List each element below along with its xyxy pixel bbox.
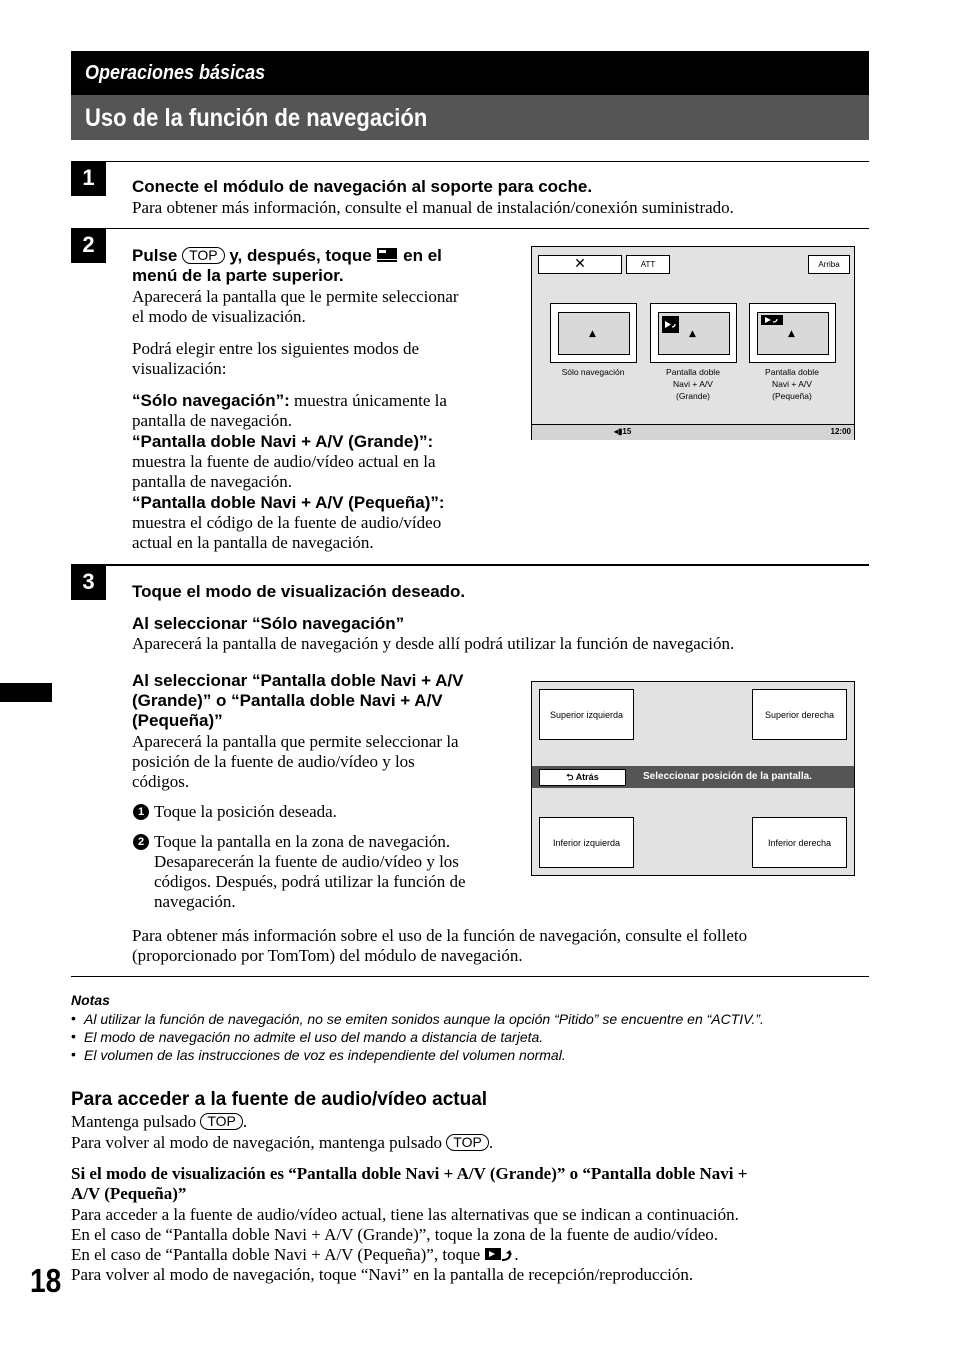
sidebar-tab-marker	[0, 683, 52, 702]
tile-doble-pequena[interactable]	[749, 303, 836, 363]
step2-body2-line1: Podrá elegir entre los siguientes modos de	[132, 339, 420, 358]
av-body: Para acceder a la fuente de audio/vídeo actual, tiene las alternativas que se indican a continuación. En el caso de “Pantalla doble Navi + A/V (Grande)”, toque la zona de la fuente de audio/vídeo. En el caso de “Pantalla doble Navi + A/V (Pequeña)”, toque . Para volver al modo de navegación, toque “Navi” en la pantalla de recepción/reproducción.	[71, 1205, 739, 1284]
step3-number: 3	[71, 565, 106, 600]
mode1-desc-line2: pantalla de navegación.	[132, 411, 293, 430]
navi-icon	[376, 247, 398, 263]
back-arrow-icon: ⮌	[566, 772, 574, 782]
mode2-desc-line2: pantalla de navegación.	[132, 472, 293, 491]
item1-text: Toque la posición deseada.	[154, 802, 337, 821]
av-sub-heading: Si el modo de visualización es “Pantalla doble Navi + A/V (Grande)” o “Pantalla doble Navi + A/V (Pequeña)”	[71, 1164, 748, 1203]
att-button[interactable]: ATT	[626, 255, 670, 274]
step2-body1-line2: el modo de visualización.	[132, 307, 306, 326]
mode2-desc-line1: muestra la fuente de audio/vídeo actual en la	[132, 452, 436, 471]
tile-label-grande: Pantalla doble Navi + A/V (Grande)	[666, 367, 720, 401]
step3-heading: Toque el modo de visualización deseado.	[132, 582, 466, 601]
av-section-heading: Para acceder a la fuente de audio/vídeo actual	[71, 1089, 488, 1110]
position-select-screen	[531, 681, 855, 876]
mode2-label: “Pantalla doble Navi + A/V (Grande)”:	[132, 432, 434, 451]
step1-number: 1	[71, 161, 106, 196]
note-2: El modo de navegación no admite el uso del mando a distancia de tarjeta.	[84, 1029, 544, 1045]
step2-heading-part2: y, después, toque	[229, 246, 372, 265]
item2-number-badge: 2	[133, 834, 149, 850]
tile-label-pequena: Pantalla doble Navi + A/V (Pequeña)	[765, 367, 819, 401]
av-source-small-icon	[484, 1246, 514, 1263]
back-button[interactable]: ⮌ Atrás	[539, 769, 626, 786]
mode3-desc-line1: muestra el código de la fuente de audio/vídeo	[132, 513, 442, 532]
arriba-button[interactable]: Arriba	[808, 255, 850, 274]
prompt-bar	[532, 766, 854, 788]
tile-doble-grande[interactable]	[650, 303, 737, 363]
note-3: El volumen de las instrucciones de voz es independiente del volumen normal.	[84, 1047, 566, 1063]
av-line1: Mantenga pulsado TOP .	[71, 1112, 248, 1131]
av-source-small-icon	[761, 315, 783, 325]
tile-solo-navegacion[interactable]	[550, 303, 637, 363]
mode2-entry	[132, 432, 522, 492]
step3-footer: Para obtener más información sobre el uso de la función de navegación, consulte el folleto (proporcionado por TomTom) del módulo de navegación.	[132, 926, 748, 965]
clock: 12:00	[830, 427, 851, 436]
superior-derecha-button[interactable]: Superior derecha	[752, 689, 847, 740]
superior-izquierda-button[interactable]: Superior izquierda	[539, 689, 634, 740]
top-key: TOP	[200, 1113, 243, 1130]
step3-sub1-heading: Al seleccionar “Sólo navegación”	[132, 614, 405, 633]
item2-text: Toque la pantalla en la zona de navegación. Desaparecerán la fuente de audio/vídeo y los códigos. Después, podrá utilizar la función de navegación.	[154, 832, 466, 911]
step2-divider	[71, 228, 869, 229]
step1-heading: Conecte el módulo de navegación al soporte para coche.	[132, 177, 593, 196]
step2-heading-part3: en el	[403, 246, 442, 265]
note-1: Al utilizar la función de navegación, no se emiten sonidos aunque la opción “Pitido” se encuentre en “ACTIV.”.	[84, 1011, 764, 1027]
step2-body2-line2: visualización:	[132, 359, 227, 378]
prompt-text: Seleccionar posición de la pantalla.	[643, 771, 812, 782]
step2-body1	[132, 287, 522, 327]
page-number: 18	[30, 1262, 62, 1299]
volume-icon: ◂▮	[614, 427, 623, 436]
tile-label-solo: Sólo navegación	[561, 367, 625, 377]
section-title: Operaciones básicas	[85, 62, 266, 84]
av-line2: Para volver al modo de navegación, mantenga pulsado TOP .	[71, 1133, 494, 1152]
note-bullet: •	[71, 1046, 76, 1062]
mode-select-screen	[531, 246, 855, 440]
close-icon: ✕	[574, 256, 586, 272]
step2-body1-line1: Aparecerá la pantalla que le permite seleccionar	[132, 287, 459, 306]
step2-heading	[132, 246, 442, 266]
item1-number-badge: 1	[133, 804, 149, 820]
section-header	[71, 51, 869, 95]
close-button[interactable]	[538, 255, 622, 274]
notes-title: Notas	[71, 992, 110, 1008]
top-key: TOP	[182, 247, 225, 264]
page-header	[71, 95, 869, 140]
step2-number: 2	[71, 228, 106, 263]
volume-indicator: ◂▮15	[614, 427, 632, 436]
note-bullet: •	[71, 1010, 76, 1026]
step3-sub1-body: Aparecerá la pantalla de navegación y desde allí podrá utilizar la función de navegación.	[132, 634, 735, 653]
step1-body: Para obtener más información, consulte el manual de instalación/conexión suministrado.	[132, 198, 734, 217]
step1-divider	[71, 161, 869, 162]
navigation-arrow-icon: ▲	[689, 329, 696, 339]
step2-heading-part1: Pulse	[132, 246, 178, 265]
mode1-entry	[132, 391, 522, 431]
mode3-desc-line2: actual en la pantalla de navegación.	[132, 533, 374, 552]
mode1-label: “Sólo navegación”:	[132, 391, 290, 410]
mode3-entry	[132, 493, 522, 553]
step2-body2	[132, 339, 522, 379]
mode3-label: “Pantalla doble Navi + A/V (Pequeña)”:	[132, 493, 445, 512]
inferior-izquierda-button[interactable]: Inferior izquierda	[539, 817, 634, 868]
navigation-arrow-icon: ▲	[589, 329, 596, 339]
step3-sub2-body: Aparecerá la pantalla que permite seleccionar la posición de la fuente de audio/vídeo y los códigos.	[132, 732, 459, 791]
note-bullet: •	[71, 1028, 76, 1044]
inferior-derecha-button[interactable]: Inferior derecha	[752, 817, 847, 868]
top-key: TOP	[446, 1134, 489, 1151]
notes-divider	[71, 976, 869, 977]
av-source-large-icon	[662, 316, 679, 333]
mode1-desc-line1: muestra únicamente la	[294, 391, 447, 410]
page-title: Uso de la función de navegación	[85, 104, 428, 132]
step3-divider	[71, 564, 869, 566]
step2-heading-line2: menú de la parte superior.	[132, 266, 344, 285]
status-bar	[532, 424, 854, 440]
navigation-arrow-icon: ▲	[788, 329, 795, 339]
step3-sub2-heading: Al seleccionar “Pantalla doble Navi + A/V (Grande)” o “Pantalla doble Navi + A/V (Pequeña)”	[132, 671, 464, 730]
